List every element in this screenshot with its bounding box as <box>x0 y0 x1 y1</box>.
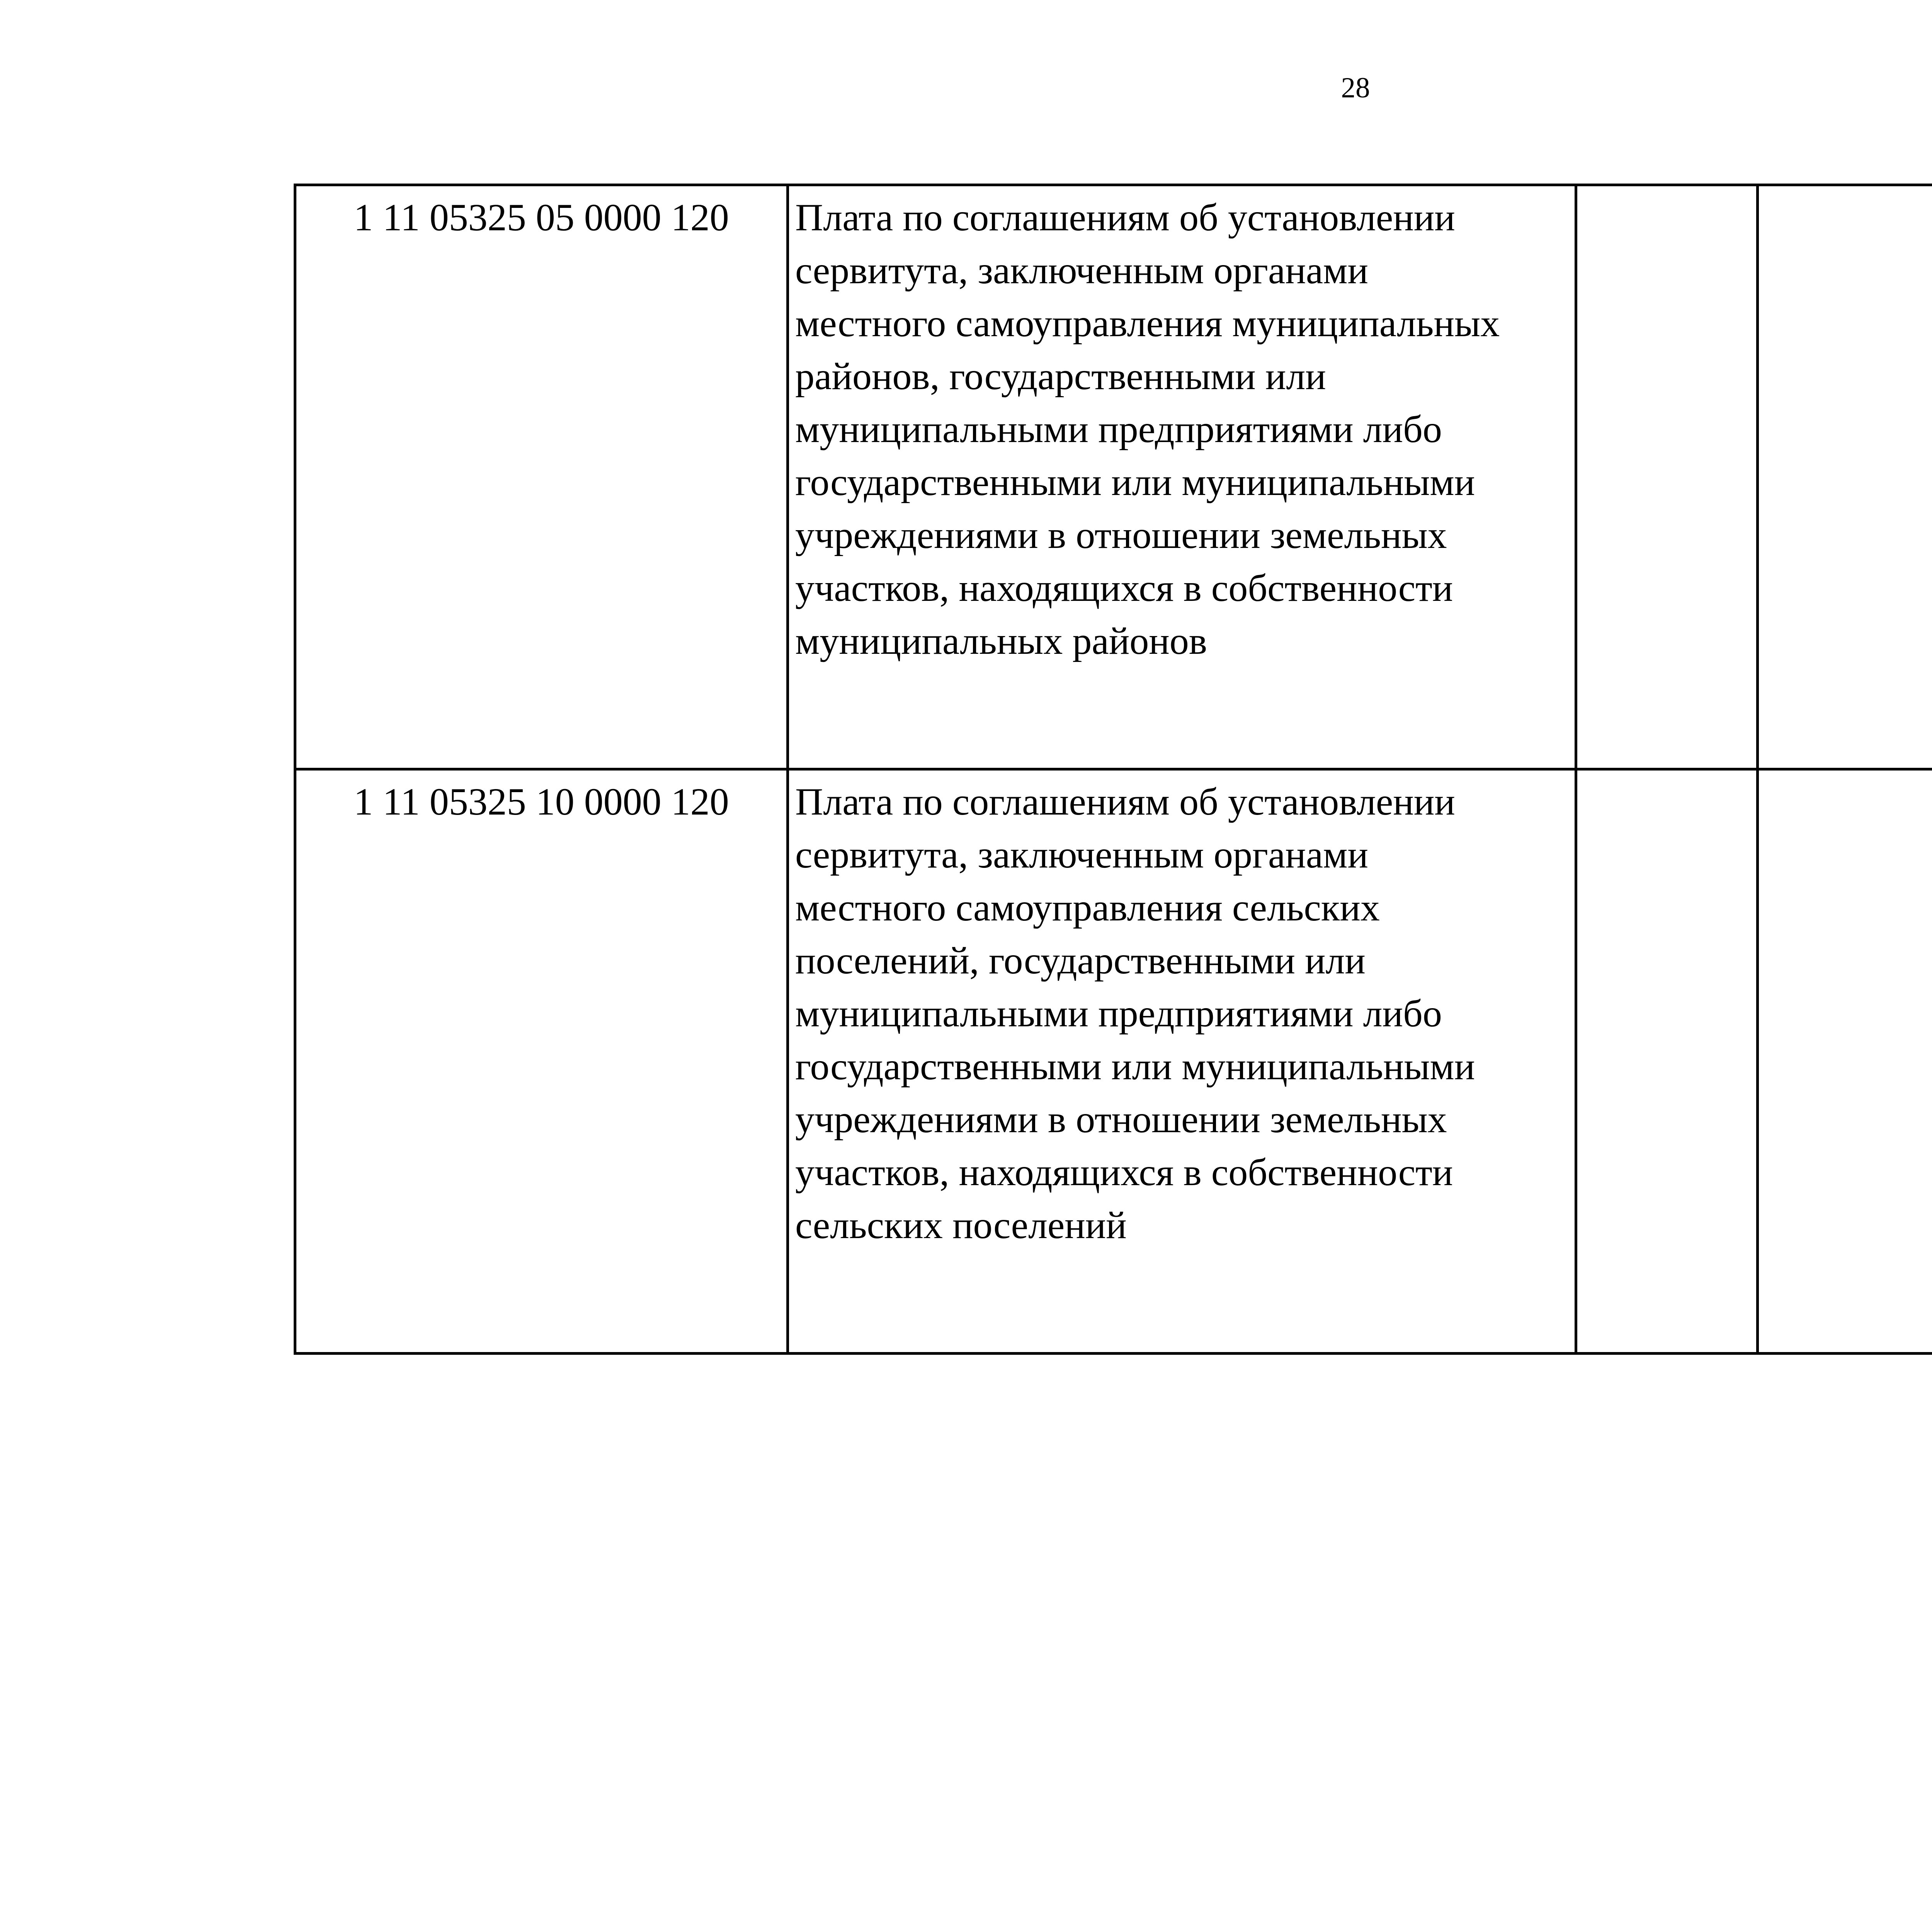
revenue-name-cell <box>788 769 1576 1354</box>
table-row <box>295 185 1932 769</box>
revenue-name-line: муниципальных районов <box>795 619 1207 662</box>
revenue-table <box>294 184 1932 1355</box>
revenue-name-line: местного самоуправления муниципальных <box>795 302 1500 345</box>
norm-value-cell <box>1758 185 1932 769</box>
revenue-name-line: участков, находящихся в собственности <box>795 566 1453 609</box>
revenue-name-line: сельских поселений <box>795 1204 1127 1247</box>
revenue-name-line: Плата по соглашениям об установлении <box>795 196 1455 239</box>
norm-value-cell <box>1576 769 1758 1354</box>
norm-value-cell <box>1576 185 1758 769</box>
revenue-name-line: районов, государственными или <box>795 355 1326 398</box>
norm-value-cell <box>1758 769 1932 1354</box>
revenue-name-line: участков, находящихся в собственности <box>795 1151 1453 1194</box>
revenue-name-line: муниципальными предприятиями либо <box>795 992 1442 1035</box>
page-number: 28 <box>1341 72 1370 104</box>
revenue-name-line: учреждениями в отношении земельных <box>795 1098 1447 1141</box>
revenue-name-line: сервитута, заключенным органами <box>795 249 1368 292</box>
revenue-name-line: государственными или муниципальными <box>795 461 1475 503</box>
revenue-name-cell <box>788 185 1576 769</box>
revenue-name-line: муниципальными предприятиями либо <box>795 408 1442 451</box>
revenue-name-line: учреждениями в отношении земельных <box>795 514 1447 556</box>
revenue-name-line: государственными или муниципальными <box>795 1045 1475 1088</box>
revenue-name-line: Плата по соглашениям об установлении <box>795 780 1455 823</box>
revenue-code-cell: 1 11 05325 05 0000 120 <box>295 185 788 769</box>
table-row <box>295 769 1932 1354</box>
revenue-name-line: местного самоуправления сельских <box>795 886 1380 929</box>
revenue-name-line: поселений, государственными или <box>795 939 1366 982</box>
revenue-name-line: сервитута, заключенным органами <box>795 833 1368 876</box>
revenue-code-cell: 1 11 05325 10 0000 120 <box>295 769 788 1354</box>
